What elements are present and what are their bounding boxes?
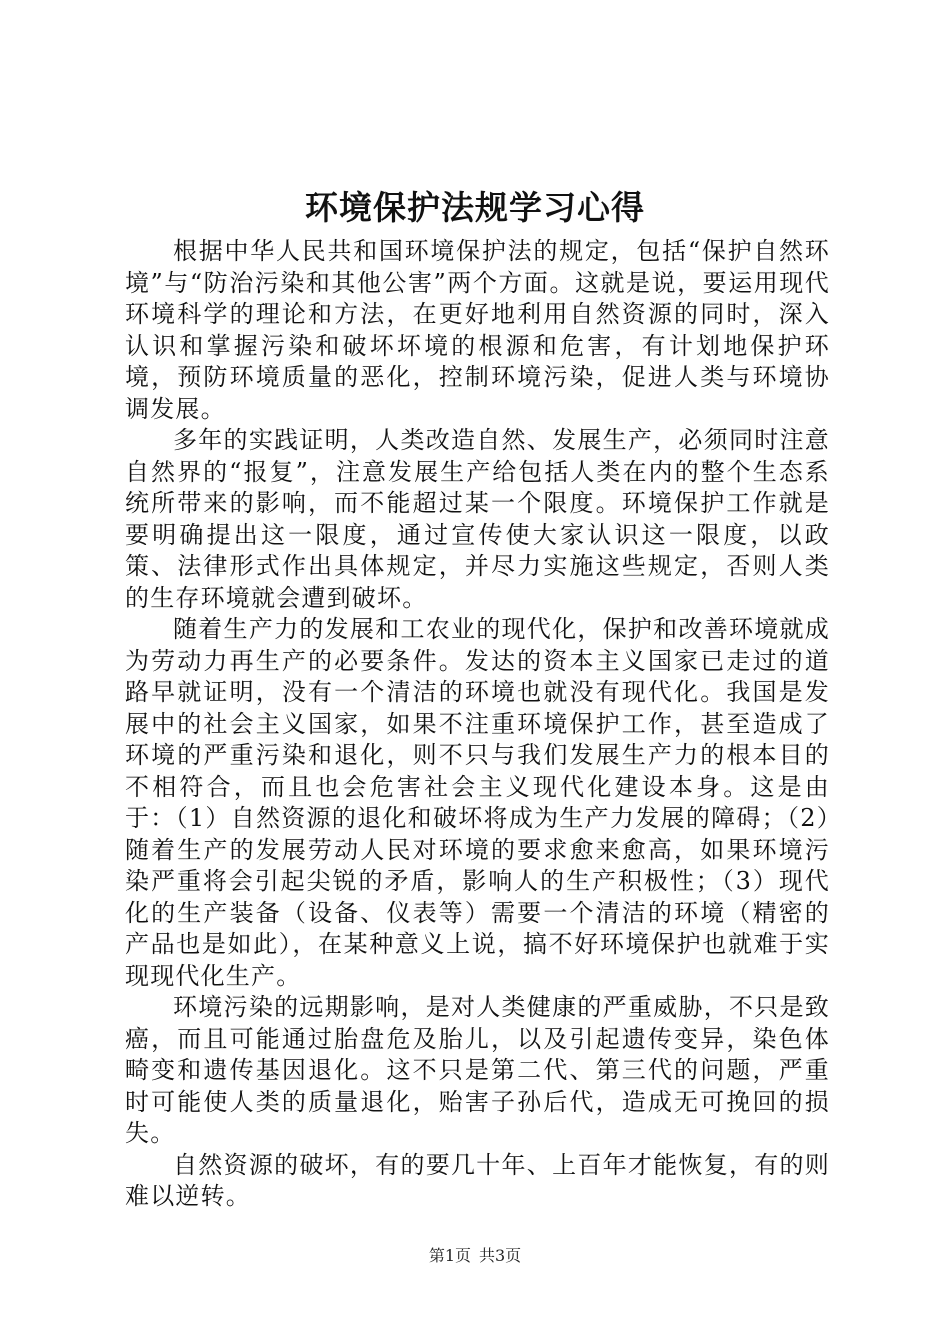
paragraph-2: 多年的实践证明，人类改造自然、发展生产，必须同时注意自然界的“报复”，注意发展生产给包括人类在内的整个生态系统所带来的影响，而不能超过某一个限度。环境保护工作就是要明确提出这一限度，通过宣传使大家认识这一限度，以政策、法律形式作出具体规定，并尽力实施这些规定，否则人类的生存环境就会遭到破坏。: [125, 426, 830, 612]
page-number-total: 共3页: [479, 1246, 522, 1265]
paragraph-5: 自然资源的破坏，有的要几十年、上百年才能恢复，有的则难以逆转。: [125, 1150, 830, 1210]
paragraph-3: 随着生产力的发展和工农业的现代化，保护和改善环境就成为劳动力再生产的必要条件。发达的资本主义国家已走过的道路早就证明，没有一个清洁的环境也就没有现代化。我国是发展中的社会主义国家，如果不注重环境保护工作，甚至造成了环境的严重污染和退化，则不只与我们发展生产力的根本目的不相符合，而且也会危害社会主义现代化建设本身。这是由于：（1）自然资源的退化和破坏将成为生产力发展的障碍；（2）随着生产的发展劳动人民对环境的要求愈来愈高，如果环境污染严重将会引起尖锐的矛盾，影响人的生产积极性；（3）现代化的生产装备（设备、仪表等）需要一个清洁的环境（精密的产品也是如此），在某种意义上说，搞不好环境保护也就难于实现现代化生产。: [125, 615, 830, 990]
paragraph-1: 根据中华人民共和国环境保护法的规定，包括“保护自然环境”与“防治污染和其他公害”两个方面。这就是说，要运用现代环境科学的理论和方法，在更好地利用自然资源的同时，深入认识和掌握污染和破坏坏境的根源和危害，有计划地保护环境，预防环境质量的恶化，控制环境污染，促进人类与环境协调发展。: [125, 237, 830, 423]
document-body: [125, 236, 830, 1213]
paragraph-4: 环境污染的远期影响，是对人类健康的严重威胁，不只是致癌，而且可能通过胎盘危及胎儿，以及引起遗传变异，染色体畸变和遗传基因退化。这不只是第二代、第三代的问题，严重时可能使人类的质量退化，贻害子孙后代，造成无可挽回的损失。: [125, 993, 830, 1147]
document-title: 环境保护法规学习心得: [305, 188, 645, 227]
page-number-current: 第1页: [428, 1246, 471, 1265]
page-footer: [0, 1244, 950, 1268]
